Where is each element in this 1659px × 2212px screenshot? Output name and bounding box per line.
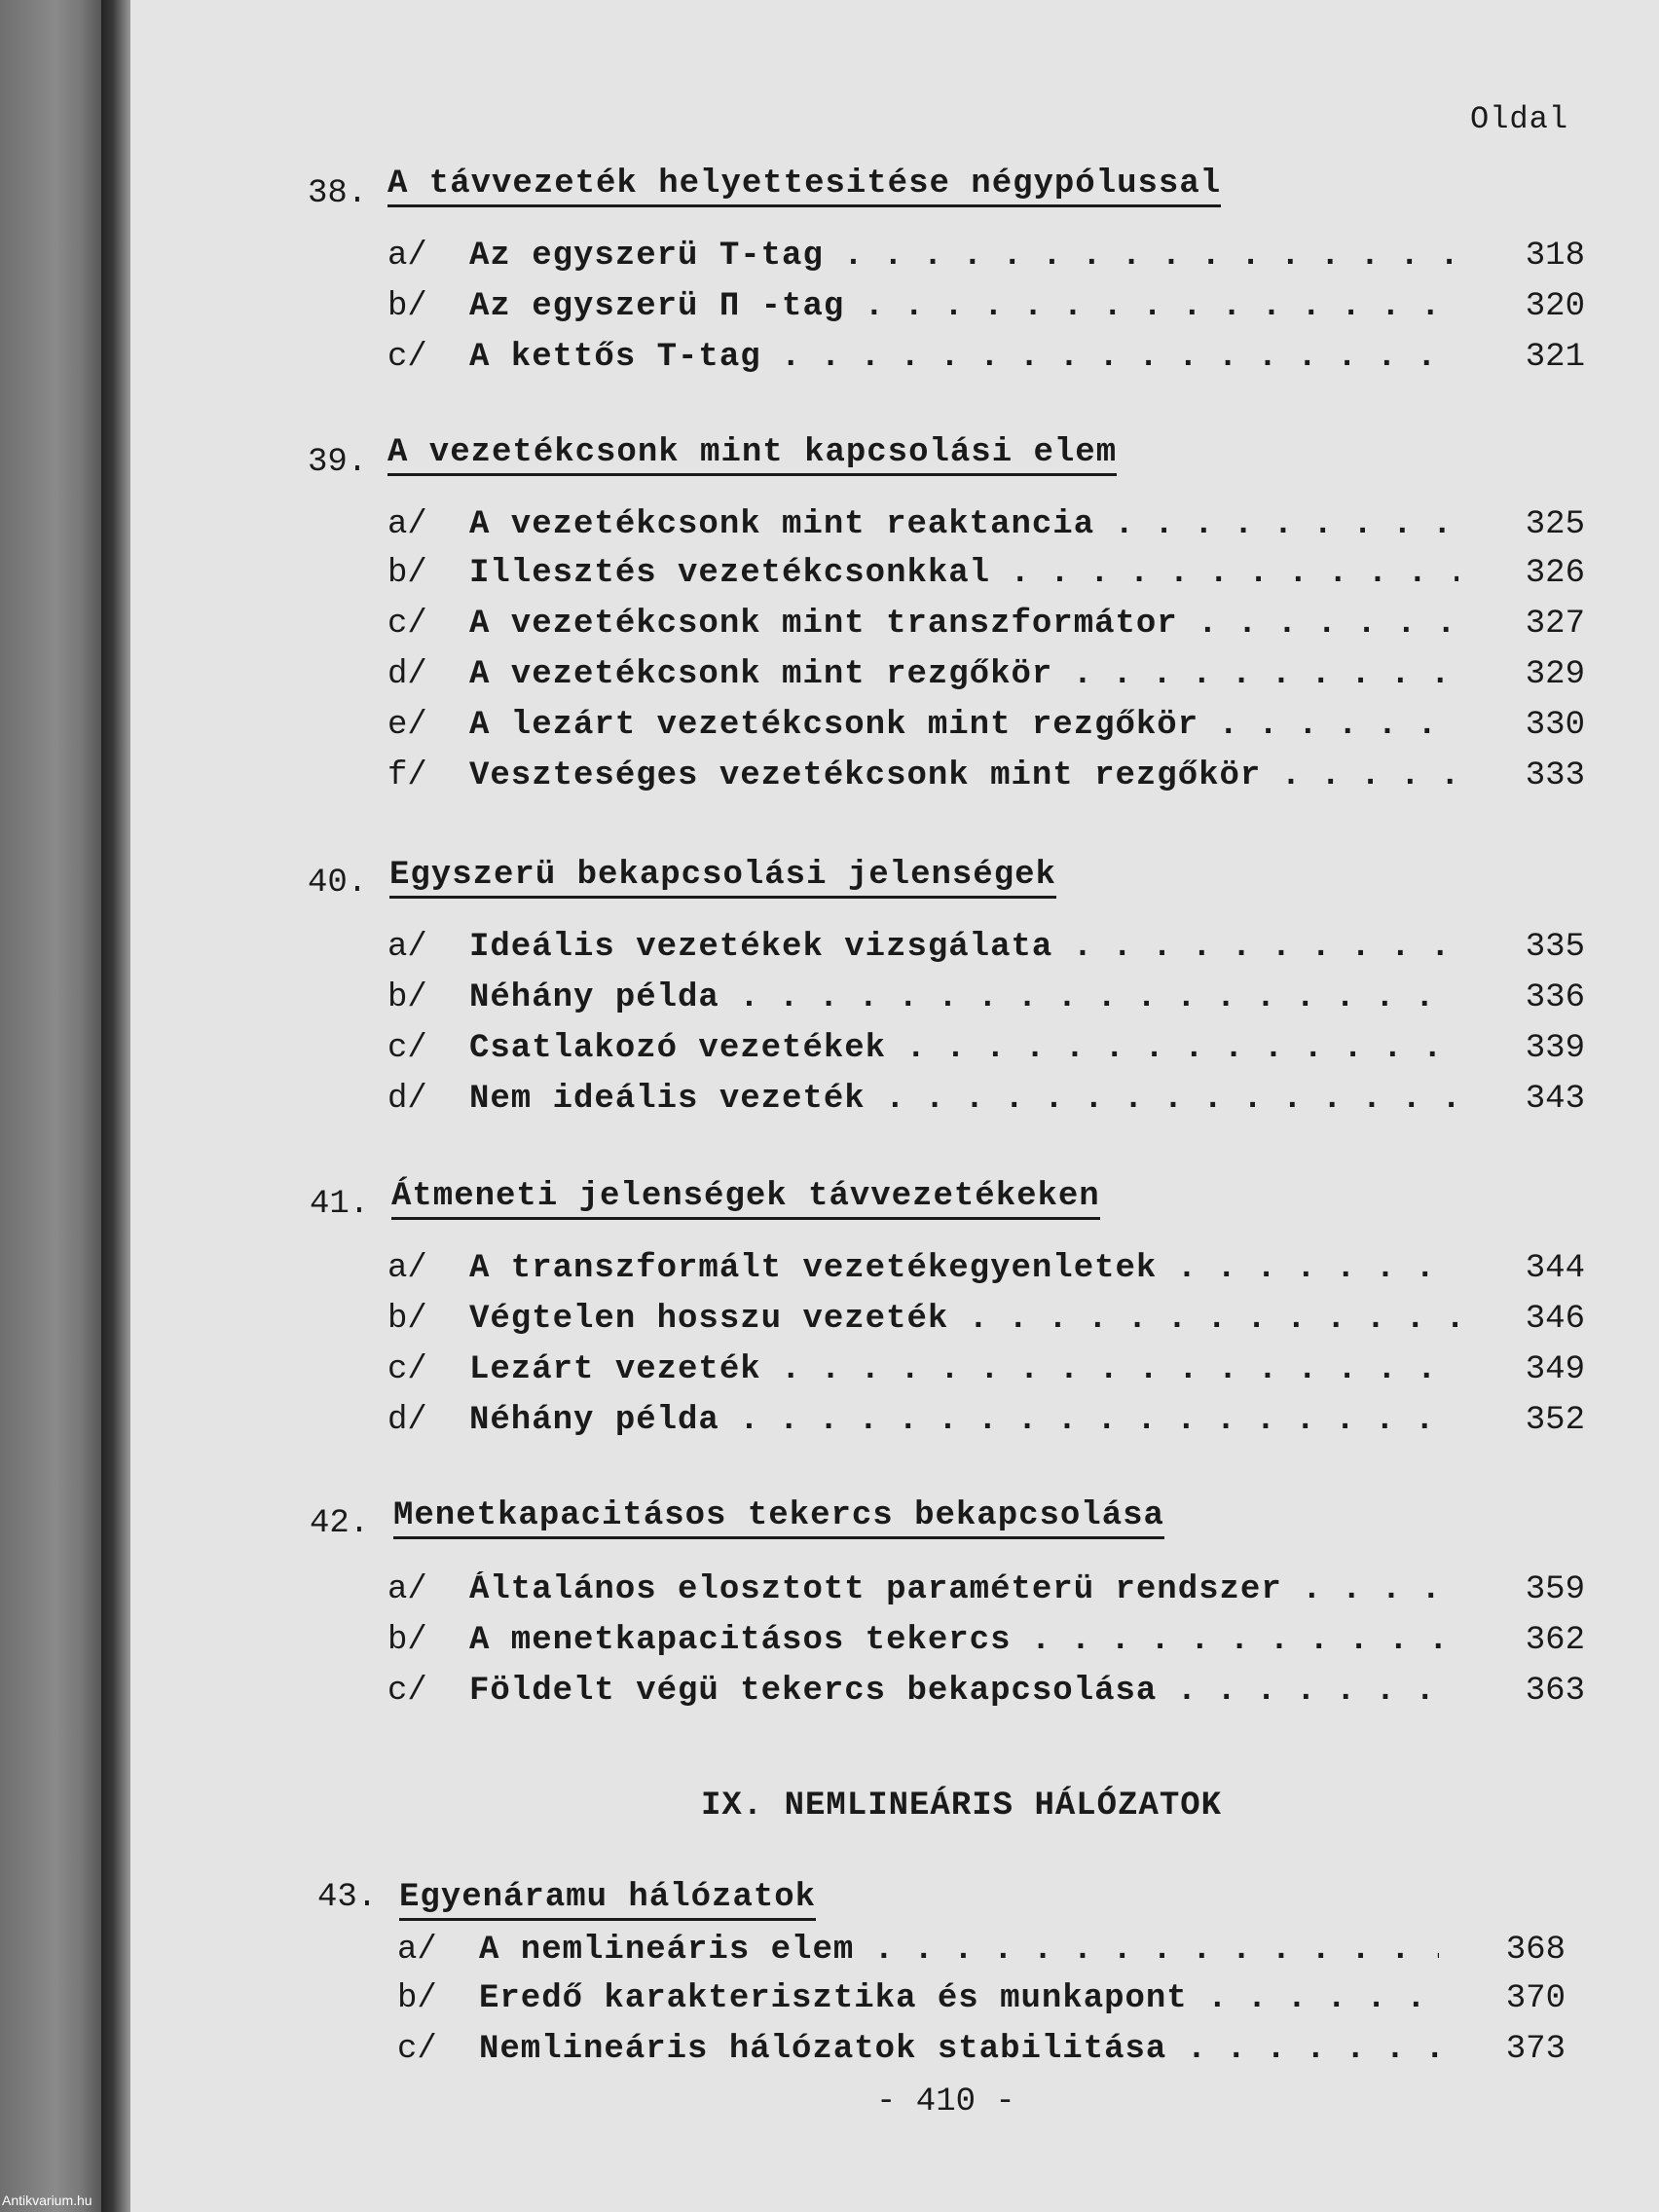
section-title: A távvezeték helyettesitése négypólussal bbox=[387, 166, 1221, 207]
entry-letter: d/ bbox=[387, 656, 427, 693]
entry-letter: f/ bbox=[387, 757, 427, 794]
entry-page: 326 bbox=[1525, 555, 1585, 592]
section-title: Egyszerü bekapcsolási jelenségek bbox=[389, 857, 1056, 899]
entry-letter: c/ bbox=[387, 1351, 427, 1388]
toc-entry bbox=[387, 1030, 1585, 1073]
section-number: 43. bbox=[317, 1879, 378, 1916]
toc-entry bbox=[387, 339, 1585, 382]
part-heading: IX. NEMLINEÁRIS HÁLÓZATOK bbox=[701, 1788, 1223, 1825]
entry-page: 368 bbox=[1505, 1932, 1566, 1969]
entry-page: 346 bbox=[1525, 1301, 1585, 1338]
entry-letter: c/ bbox=[397, 2031, 437, 2068]
entry-title: Ideális vezetékek vizsgálata . . . bbox=[469, 929, 1458, 966]
entry-letter: d/ bbox=[387, 1402, 427, 1439]
toc-entry bbox=[387, 1250, 1585, 1293]
entry-page: 339 bbox=[1525, 1030, 1585, 1067]
entry-letter: b/ bbox=[387, 288, 427, 325]
entry-title: A transzformált vezetékegyenletek . . . bbox=[469, 1250, 1458, 1287]
entry-title: A lezárt vezetékcsonk mint rezgőkör . . . bbox=[469, 707, 1458, 744]
entry-title: Általános elosztott paraméterü rendszer . . . bbox=[469, 1571, 1458, 1608]
entry-letter: a/ bbox=[387, 506, 427, 543]
entry-letter: a/ bbox=[397, 1932, 437, 1969]
entry-letter: c/ bbox=[387, 1030, 427, 1067]
entry-title: A vezetékcsonk mint transzformátor . . . bbox=[469, 606, 1458, 643]
entry-title: Illesztés vezetékcsonkkal . . . bbox=[469, 555, 1458, 592]
entry-letter: d/ bbox=[387, 1081, 427, 1118]
entry-letter: e/ bbox=[387, 707, 427, 744]
page-number: - 410 - bbox=[876, 2083, 1015, 2120]
entry-page: 362 bbox=[1525, 1622, 1585, 1659]
entry-title: Néhány példa . . . bbox=[469, 1402, 1458, 1439]
entry-page: 373 bbox=[1505, 2031, 1566, 2068]
watermark: Antikvarium.hu bbox=[2, 2193, 92, 2208]
section-number: 39. bbox=[308, 444, 368, 481]
toc-entry bbox=[397, 1932, 1566, 1974]
entry-page: 321 bbox=[1525, 339, 1585, 376]
entry-letter: a/ bbox=[387, 238, 427, 275]
entry-title: A menetkapacitásos tekercs . . . bbox=[469, 1622, 1458, 1659]
entry-page: 330 bbox=[1525, 707, 1585, 744]
toc-entry bbox=[387, 238, 1585, 280]
entry-title: Az egyszerü T-tag . . . bbox=[469, 238, 1458, 275]
entry-title: A vezetékcsonk mint rezgőkör . . . bbox=[469, 656, 1458, 693]
entry-letter: c/ bbox=[387, 1673, 427, 1710]
entry-page: 320 bbox=[1525, 288, 1585, 325]
toc-entry bbox=[397, 1980, 1566, 2023]
entry-title: Az egyszerü Π -tag . . . bbox=[469, 288, 1458, 325]
entry-page: 335 bbox=[1525, 929, 1585, 966]
toc-entry bbox=[387, 606, 1585, 648]
toc-entry bbox=[387, 929, 1585, 972]
entry-title: Csatlakozó vezetékek . . . bbox=[469, 1030, 1458, 1067]
entry-page: 336 bbox=[1525, 979, 1585, 1016]
toc-entry bbox=[397, 2031, 1566, 2074]
toc-entry bbox=[387, 979, 1585, 1022]
toc-entry bbox=[387, 1301, 1585, 1344]
toc-entry bbox=[387, 555, 1585, 598]
entry-letter: c/ bbox=[387, 339, 427, 376]
entry-page: 359 bbox=[1525, 1571, 1585, 1608]
toc-entry bbox=[387, 1402, 1585, 1445]
entry-letter: b/ bbox=[387, 1301, 427, 1338]
entry-page: 333 bbox=[1525, 757, 1585, 794]
section-number: 42. bbox=[310, 1505, 370, 1542]
entry-title: A nemlineáris elem . . . bbox=[479, 1932, 1439, 1969]
toc-entry bbox=[387, 1351, 1585, 1394]
section-title: Átmeneti jelenségek távvezetékeken bbox=[391, 1178, 1100, 1220]
entry-title: A kettős T-tag . . . bbox=[469, 339, 1458, 376]
entry-letter: b/ bbox=[387, 979, 427, 1016]
entry-page: 343 bbox=[1525, 1081, 1585, 1118]
book-binding bbox=[0, 0, 102, 2212]
entry-letter: b/ bbox=[387, 555, 427, 592]
entry-letter: b/ bbox=[387, 1622, 427, 1659]
section-number: 41. bbox=[310, 1186, 370, 1223]
entry-title: Néhány példa . . . bbox=[469, 979, 1458, 1016]
entry-letter: a/ bbox=[387, 1250, 427, 1287]
entry-title: Eredő karakterisztika és munkapont . . . bbox=[479, 1980, 1439, 2017]
entry-title: Lezárt vezeték . . . bbox=[469, 1351, 1458, 1388]
toc-entry bbox=[387, 757, 1585, 800]
entry-page: 370 bbox=[1505, 1980, 1566, 2017]
entry-letter: a/ bbox=[387, 1571, 427, 1608]
entry-letter: c/ bbox=[387, 606, 427, 643]
entry-title: Nemlineáris hálózatok stabilitása . . . bbox=[479, 2031, 1439, 2068]
entry-letter: b/ bbox=[397, 1980, 437, 2017]
entry-page: 318 bbox=[1525, 238, 1585, 275]
toc-entry bbox=[387, 1571, 1585, 1614]
toc-entry bbox=[387, 1673, 1585, 1715]
toc-entry bbox=[387, 1622, 1585, 1665]
toc-entry bbox=[387, 288, 1585, 331]
entry-page: 325 bbox=[1525, 506, 1585, 543]
section-title: Menetkapacitásos tekercs bekapcsolása bbox=[393, 1497, 1164, 1539]
toc-entry bbox=[387, 656, 1585, 699]
section-number: 38. bbox=[308, 175, 368, 212]
section-title: Egyenáramu hálózatok bbox=[399, 1879, 816, 1921]
entry-title: Végtelen hosszu vezeték . . . bbox=[469, 1301, 1458, 1338]
section-title: A vezetékcsonk mint kapcsolási elem bbox=[387, 434, 1117, 476]
toc-entry bbox=[387, 707, 1585, 750]
entry-page: 363 bbox=[1525, 1673, 1585, 1710]
section-number: 40. bbox=[308, 865, 368, 902]
entry-page: 344 bbox=[1525, 1250, 1585, 1287]
entry-title: A vezetékcsonk mint reaktancia . . . bbox=[469, 506, 1458, 543]
binding-edge bbox=[101, 0, 130, 2212]
entry-title: Veszteséges vezetékcsonk mint rezgőkör . . . bbox=[469, 757, 1458, 794]
page-column-label: Oldal bbox=[1470, 101, 1569, 137]
entry-page: 329 bbox=[1525, 656, 1585, 693]
entry-title: Földelt végü tekercs bekapcsolása . . . bbox=[469, 1673, 1458, 1710]
entry-title: Nem ideális vezeték . . . bbox=[469, 1081, 1458, 1118]
entry-page: 349 bbox=[1525, 1351, 1585, 1388]
toc-entry bbox=[387, 506, 1585, 549]
entry-page: 352 bbox=[1525, 1402, 1585, 1439]
toc-entry bbox=[387, 1081, 1585, 1124]
entry-page: 327 bbox=[1525, 606, 1585, 643]
entry-letter: a/ bbox=[387, 929, 427, 966]
